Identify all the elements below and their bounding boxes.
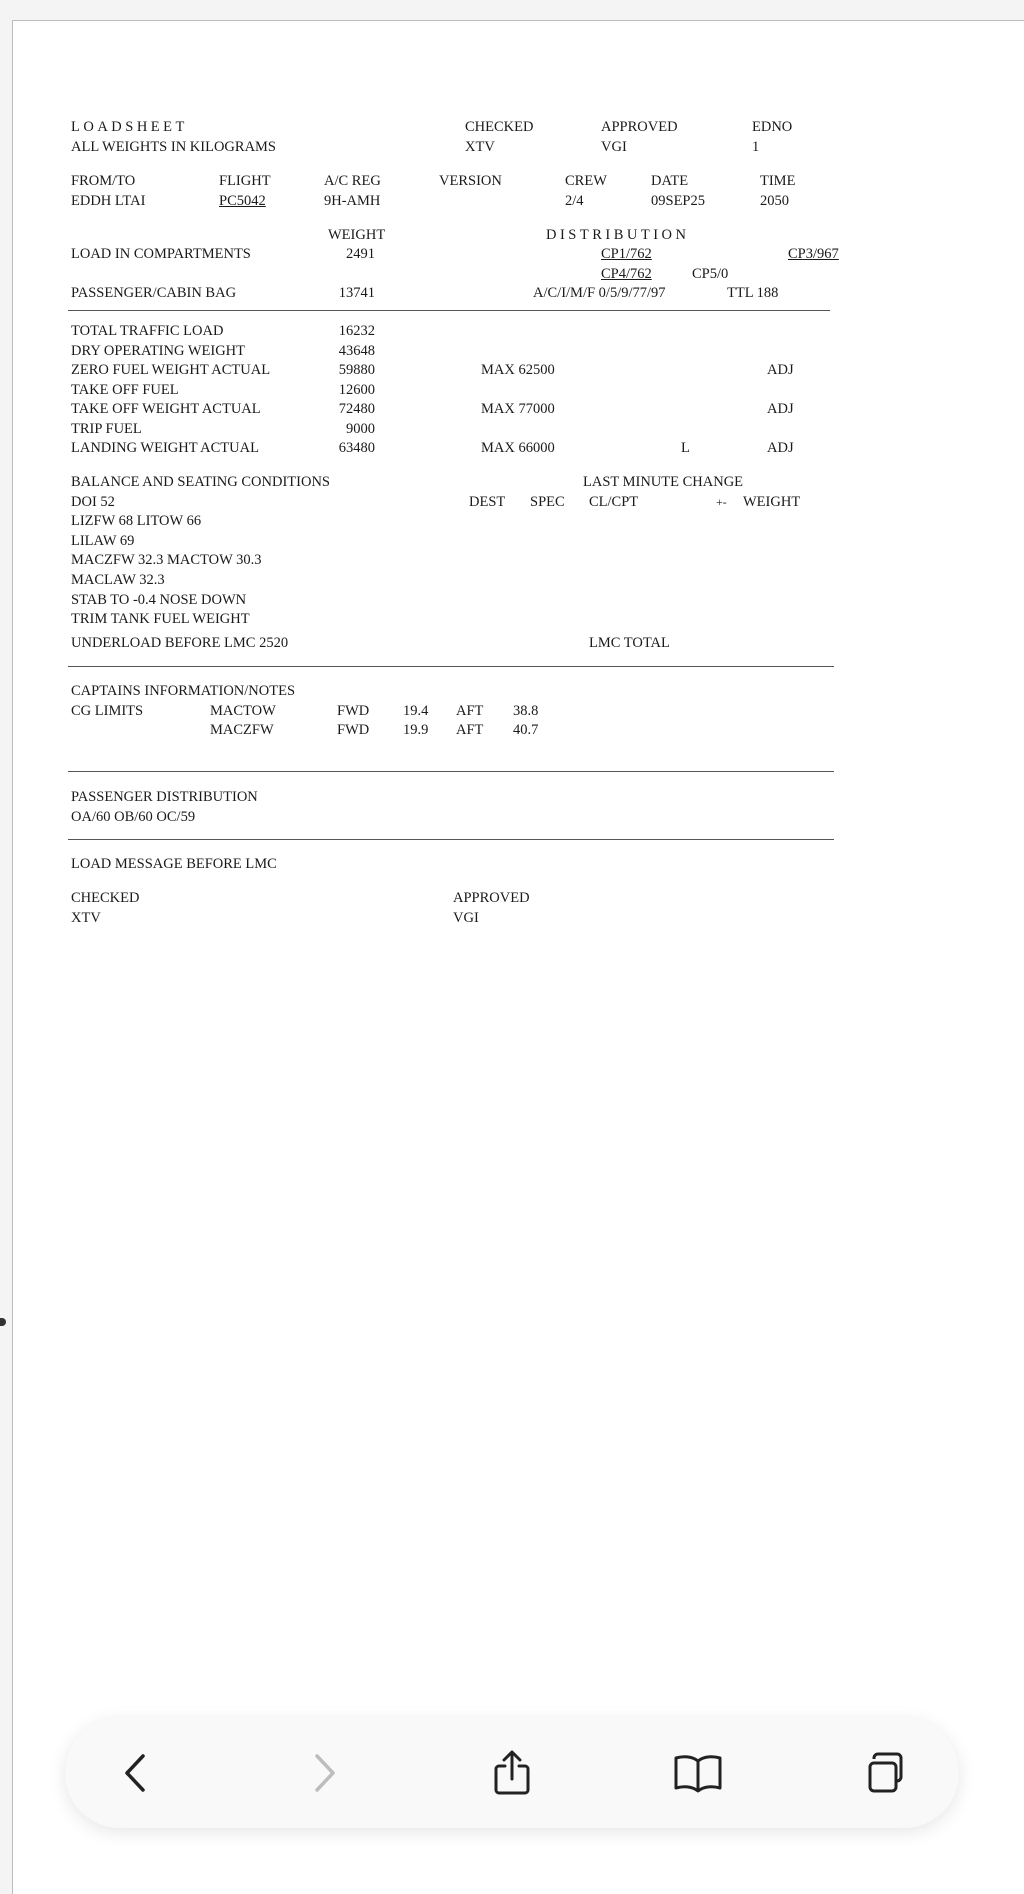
weight-row-label: DRY OPERATING WEIGHT — [71, 343, 245, 359]
lmc-title: LAST MINUTE CHANGE — [583, 474, 744, 490]
weight-row-flag: L — [681, 440, 690, 456]
balance-line: LIZFW 68 LITOW 66 — [71, 513, 202, 529]
divider — [68, 666, 834, 667]
cg-fwd-value: 19.9 — [403, 722, 429, 738]
load-compartments-label: LOAD IN COMPARTMENTS — [71, 246, 251, 262]
chevron-left-icon — [119, 1752, 153, 1794]
cg-limits-label: CG LIMITS — [71, 703, 144, 719]
load-compartments-weight: 2491 — [346, 246, 375, 262]
weight-row-value: 63480 — [338, 440, 375, 456]
weight-header: WEIGHT — [328, 227, 386, 243]
weight-row-max: MAX 62500 — [481, 362, 555, 378]
date-value: 09SEP25 — [651, 193, 705, 209]
share-icon — [492, 1750, 532, 1796]
book-icon — [673, 1753, 723, 1793]
underload-line: UNDERLOAD BEFORE LMC 2520 — [71, 635, 289, 651]
weight-row-label: ZERO FUEL WEIGHT ACTUAL — [71, 362, 271, 378]
edno-label: EDNO — [752, 119, 793, 135]
cp3-link[interactable]: CP3/967 — [788, 246, 839, 262]
checked-label: CHECKED — [465, 119, 534, 135]
divider — [68, 310, 830, 311]
balance-title: BALANCE AND SEATING CONDITIONS — [71, 474, 330, 490]
page-edge-indicator — [0, 1318, 6, 1326]
pax-distribution-value: OA/60 OB/60 OC/59 — [71, 809, 196, 825]
footer-approved-value: VGI — [453, 910, 479, 926]
flight-label: FLIGHT — [219, 173, 271, 189]
ac-reg-value: 9H-AMH — [324, 193, 381, 209]
crew-value: 2/4 — [565, 193, 584, 209]
cg-row-name: MACTOW — [210, 703, 276, 719]
weight-row-value: 43648 — [338, 343, 375, 359]
flight-number-link[interactable]: PC5042 — [219, 193, 266, 209]
balance-line: MACZFW 32.3 MACTOW 30.3 — [71, 552, 262, 568]
weight-row-label: TRIP FUEL — [71, 421, 142, 437]
cg-aft-label: AFT — [456, 703, 484, 719]
pax-distribution-title: PASSENGER DISTRIBUTION — [71, 789, 258, 805]
approved-value: VGI — [601, 139, 627, 155]
balance-line: MACLAW 32.3 — [71, 572, 165, 588]
lmc-cl-cpt-header: CL/CPT — [589, 494, 639, 510]
ac-reg-label: A/C REG — [324, 173, 381, 189]
pax-cabin-bag-label: PASSENGER/CABIN BAG — [71, 285, 237, 301]
cg-row-name: MACZFW — [210, 722, 274, 738]
divider — [68, 771, 834, 772]
tabs-icon — [864, 1751, 908, 1795]
time-value: 2050 — [760, 193, 789, 209]
weight-row-value: 16232 — [338, 323, 375, 339]
cg-aft-value: 38.8 — [513, 703, 539, 719]
share-button[interactable] — [479, 1740, 545, 1806]
balance-line: DOI 52 — [71, 494, 115, 510]
weight-row-adj: ADJ — [767, 362, 794, 378]
footer-approved-label: APPROVED — [453, 890, 530, 906]
weights-unit-note: ALL WEIGHTS IN KILOGRAMS — [71, 139, 276, 155]
balance-line: TRIM TANK FUEL WEIGHT — [71, 611, 250, 627]
weight-row-adj: ADJ — [767, 440, 794, 456]
captains-notes-title: CAPTAINS INFORMATION/NOTES — [71, 683, 296, 699]
checked-value: XTV — [465, 139, 495, 155]
distribution-header: DISTRIBUTION — [546, 227, 690, 243]
loadsheet-title: LOADSHEET — [71, 119, 188, 135]
date-label: DATE — [651, 173, 689, 189]
cp4-link[interactable]: CP4/762 — [601, 266, 652, 282]
weight-row-value: 59880 — [338, 362, 375, 378]
lmc-total: LMC TOTAL — [589, 635, 670, 651]
tabs-button[interactable] — [853, 1740, 919, 1806]
weight-row-max: MAX 66000 — [481, 440, 555, 456]
browser-toolbar — [65, 1718, 959, 1828]
forward-button[interactable] — [291, 1740, 357, 1806]
footer-checked-value: XTV — [71, 910, 101, 926]
weight-row-adj: ADJ — [767, 401, 794, 417]
bookmarks-button[interactable] — [665, 1740, 731, 1806]
cg-fwd-value: 19.4 — [403, 703, 429, 719]
weight-row-label: TOTAL TRAFFIC LOAD — [71, 323, 224, 339]
ttl-pax: TTL 188 — [727, 285, 779, 301]
cp1-link[interactable]: CP1/762 — [601, 246, 652, 262]
crew-label: CREW — [565, 173, 607, 189]
back-button[interactable] — [103, 1740, 169, 1806]
weight-row-max: MAX 77000 — [481, 401, 555, 417]
weight-row-value: 72480 — [338, 401, 375, 417]
cp5-value: CP5/0 — [692, 266, 729, 282]
pax-distribution-classes: A/C/I/M/F 0/5/9/77/97 — [533, 285, 666, 301]
balance-line: LILAW 69 — [71, 533, 135, 549]
cg-fwd-label: FWD — [337, 703, 370, 719]
cg-aft-value: 40.7 — [513, 722, 539, 738]
weight-row-value: 9000 — [346, 421, 375, 437]
edno-value: 1 — [752, 139, 760, 155]
from-to-value: EDDH LTAI — [71, 193, 146, 209]
from-to-label: FROM/TO — [71, 173, 136, 189]
time-label: TIME — [760, 173, 796, 189]
lmc-weight-header: WEIGHT — [743, 494, 801, 510]
footer-checked-label: CHECKED — [71, 890, 140, 906]
weight-row-label: TAKE OFF FUEL — [71, 382, 179, 398]
load-message-title: LOAD MESSAGE BEFORE LMC — [71, 856, 277, 872]
approved-label: APPROVED — [601, 119, 678, 135]
version-label: VERSION — [439, 173, 502, 189]
document-page — [12, 20, 1024, 1894]
pax-cabin-bag-weight: 13741 — [338, 285, 375, 301]
chevron-right-icon — [307, 1752, 341, 1794]
lmc-dest-header: DEST — [469, 494, 506, 510]
weight-row-label: TAKE OFF WEIGHT ACTUAL — [71, 401, 261, 417]
divider — [68, 839, 834, 840]
cg-aft-label: AFT — [456, 722, 484, 738]
balance-line: STAB TO -0.4 NOSE DOWN — [71, 592, 247, 608]
lmc-spec-header: SPEC — [530, 494, 565, 510]
weight-row-label: LANDING WEIGHT ACTUAL — [71, 440, 259, 456]
lmc-plus-minus-header: +- — [716, 495, 727, 509]
weight-row-value: 12600 — [338, 382, 375, 398]
cg-fwd-label: FWD — [337, 722, 370, 738]
